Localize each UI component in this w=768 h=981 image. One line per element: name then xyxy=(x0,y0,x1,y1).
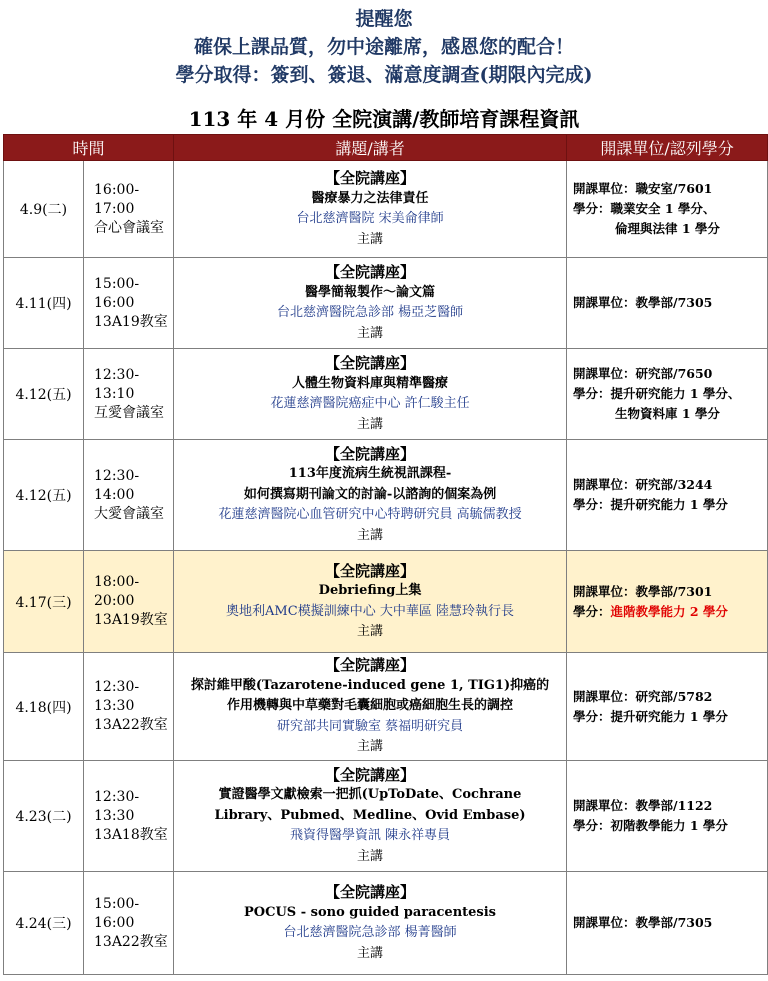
time-range: 12:30-13:10 xyxy=(94,366,140,402)
table-row xyxy=(4,258,768,349)
topic-cell xyxy=(174,258,567,349)
topic-cell xyxy=(174,653,567,761)
date-cell: 4.11(四) xyxy=(4,258,84,349)
unit-code: 開課單位：研究部/5782 xyxy=(573,688,713,704)
unit-cell xyxy=(567,551,768,653)
lecture-subject: 人體生物資料庫與精準醫療 xyxy=(292,375,449,391)
table-row-highlighted xyxy=(4,551,768,653)
lecture-tag: 【全院講座】 xyxy=(325,765,416,784)
table-row xyxy=(4,349,768,440)
lecture-tag: 【全院講座】 xyxy=(325,354,416,372)
room: 大愛會議室 xyxy=(94,505,164,522)
speaker: 研究部共同實驗室 蔡福明研究員 xyxy=(276,718,464,734)
lecture-subject: Debriefing上集 xyxy=(318,583,422,598)
notice-quality-line: 確保上課品質，勿中途離席，感恩您的配合！ xyxy=(193,36,574,58)
credit-line: 學分：提升研究能力 1 學分、 xyxy=(573,386,741,401)
room: 合心會議室 xyxy=(94,219,164,236)
time-cell xyxy=(84,761,174,872)
speaker: 花蓮慈濟醫院心血管研究中心特聘研究員 高毓儒教授 xyxy=(218,507,522,523)
unit-code: 開課單位：教學部/7305 xyxy=(573,915,713,930)
time-cell xyxy=(84,440,174,551)
notice-credit-line: 學分取得：簽到、簽退、滿意度調查(期限內完成) xyxy=(175,64,593,86)
unit-code: 開課單位：職安室/7601 xyxy=(573,181,713,196)
time-cell xyxy=(84,349,174,440)
lecture-subject: 探討維甲酸(Tazarotene-induced gene 1, TIG1)抑癌的 xyxy=(190,677,550,693)
topic-cell xyxy=(174,440,567,551)
unit-cell xyxy=(567,761,768,872)
lecture-subject: 醫學簡報製作～論文篇 xyxy=(305,284,436,300)
table-row xyxy=(4,161,768,258)
lecture-subject: 實證醫學文獻檢索一把抓(UpToDate、Cochrane xyxy=(218,787,522,803)
credit-line-cont: 生物資料庫 1 學分 xyxy=(615,406,720,421)
unit-cell xyxy=(567,653,768,761)
time-cell xyxy=(84,551,174,653)
table-row xyxy=(4,761,768,872)
credit-highlight: 進階教學能力 2 學分 xyxy=(610,603,728,619)
speaker-role: 主講 xyxy=(357,624,384,639)
room: 13A22教室 xyxy=(94,933,168,950)
unit-cell xyxy=(567,440,768,551)
header-time: 時間 xyxy=(4,135,174,161)
speaker: 花蓮慈濟醫院癌症中心 許仁駿主任 xyxy=(270,396,470,411)
time-cell xyxy=(84,258,174,349)
date-cell: 4.12(五) xyxy=(4,440,84,551)
time-range: 18:00-20:00 xyxy=(94,574,140,609)
table-row xyxy=(4,440,768,551)
unit-cell xyxy=(567,161,768,258)
speaker-role: 主講 xyxy=(357,231,384,247)
speaker-role: 主講 xyxy=(357,325,384,341)
speaker-role: 主講 xyxy=(357,527,384,543)
lecture-tag: 【全院講座】 xyxy=(325,883,416,901)
speaker: 台北慈濟醫院急診部 楊亞芝醫師 xyxy=(276,305,464,320)
lecture-subject-line2: 如何撰寫期刊論文的討論-以諮詢的個案為例 xyxy=(243,486,497,502)
topic-cell xyxy=(174,872,567,975)
speaker-role: 主講 xyxy=(357,416,384,432)
credit-prefix: 學分： xyxy=(573,603,611,619)
date-cell: 4.18(四) xyxy=(4,653,84,761)
date-cell: 4.23(二) xyxy=(4,761,84,872)
time-range: 15:00-16:00 xyxy=(94,895,140,931)
speaker-role: 主講 xyxy=(357,848,384,864)
table-header-row xyxy=(4,135,768,161)
date-cell: 4.24(三) xyxy=(4,872,84,975)
page-title: 113 年 4 月份 全院演講/教師培育課程資訊 xyxy=(188,107,580,131)
topic-cell xyxy=(174,551,567,653)
credit-line xyxy=(573,602,767,622)
speaker-role: 主講 xyxy=(357,739,384,755)
topic-cell xyxy=(174,349,567,440)
time-range: 12:30-13:30 xyxy=(94,679,140,714)
unit-cell xyxy=(567,872,768,975)
unit-code: 開課單位：研究部/7650 xyxy=(573,366,713,381)
topic-cell xyxy=(174,161,567,258)
topic-cell xyxy=(174,761,567,872)
credit-line: 學分：提升研究能力 1 學分 xyxy=(573,708,728,724)
time-cell xyxy=(84,872,174,975)
speaker: 飛資得醫學資訊 陳永祥專員 xyxy=(289,828,451,844)
room: 13A18教室 xyxy=(94,826,168,843)
speaker: 台北慈濟醫院 宋美侖律師 xyxy=(296,211,444,226)
lecture-tag: 【全院講座】 xyxy=(325,561,416,580)
unit-code: 開課單位：教學部/7301 xyxy=(573,583,713,599)
lecture-tag: 【全院講座】 xyxy=(325,444,416,463)
time-range: 15:00-16:00 xyxy=(94,275,140,311)
table-row xyxy=(4,872,768,975)
time-range: 16:00-17:00 xyxy=(94,181,140,217)
header-topic: 講題/講者 xyxy=(174,135,567,161)
time-cell xyxy=(84,161,174,258)
room: 互愛會議室 xyxy=(94,404,164,421)
time-range: 12:30-14:00 xyxy=(94,467,140,503)
room: 13A19教室 xyxy=(94,612,168,628)
date-cell: 4.12(五) xyxy=(4,349,84,440)
room: 13A22教室 xyxy=(94,717,168,733)
speaker: 奧地利AMC模擬訓練中心 大中華區 陸慧玲執行長 xyxy=(226,603,514,619)
credit-line: 學分：職業安全 1 學分、 xyxy=(573,201,716,216)
lecture-tag: 【全院講座】 xyxy=(325,656,416,675)
room: 13A19教室 xyxy=(94,313,168,330)
date-cell: 4.17(三) xyxy=(4,551,84,653)
unit-code: 開課單位：教學部/1122 xyxy=(573,798,713,813)
unit-code: 開課單位：研究部/3244 xyxy=(573,477,713,492)
unit-cell xyxy=(567,349,768,440)
time-range: 12:30-13:30 xyxy=(94,788,140,824)
speaker-role: 主講 xyxy=(357,945,384,961)
unit-code: 開課單位：教學部/7305 xyxy=(573,295,713,310)
credit-line-cont: 倫理與法律 1 學分 xyxy=(615,221,720,236)
credit-line: 學分：提升研究能力 1 學分 xyxy=(573,497,728,512)
notice-heading: 提醒您 xyxy=(355,8,413,30)
lecture-tag: 【全院講座】 xyxy=(325,169,416,187)
credit-line: 學分：初階教學能力 1 學分 xyxy=(573,818,728,833)
lecture-subject: 113年度流病生統視訊課程- xyxy=(288,466,452,482)
lecture-subject: 醫療暴力之法律責任 xyxy=(311,190,429,206)
time-cell xyxy=(84,653,174,761)
lecture-subject: POCUS - sono guided paracentesis xyxy=(244,904,497,920)
header-unit: 開課單位/認列學分 xyxy=(567,135,768,161)
lecture-tag: 【全院講座】 xyxy=(325,263,416,281)
date-cell: 4.9(二) xyxy=(4,161,84,258)
unit-cell xyxy=(567,258,768,349)
lecture-subject-line2: Library、Pubmed、Medline、Ovid Embase) xyxy=(214,807,526,823)
lecture-subject-line2: 作用機轉與中草藥對毛囊細胞或癌細胞生長的調控 xyxy=(227,698,514,714)
speaker: 台北慈濟醫院急診部 楊菁醫師 xyxy=(283,925,457,940)
course-table xyxy=(3,134,768,975)
table-row xyxy=(4,653,768,761)
